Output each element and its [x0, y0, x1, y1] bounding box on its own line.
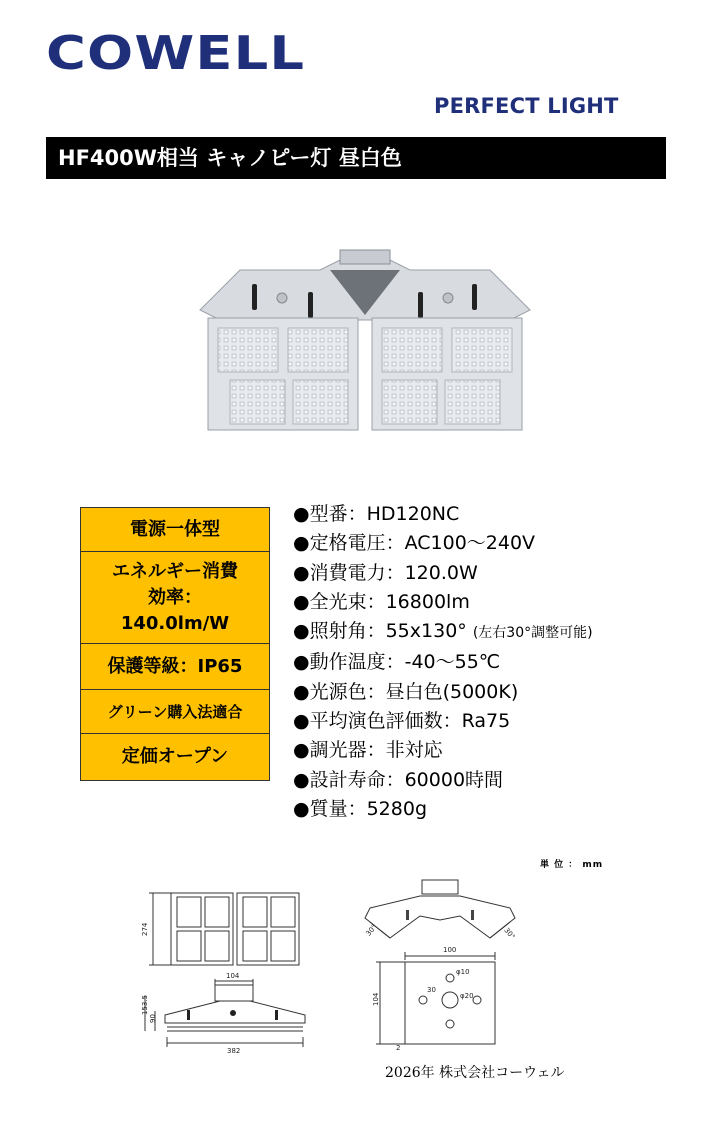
dim-phi20: φ20: [460, 992, 474, 1000]
dim-phi10: φ10: [456, 968, 470, 976]
front-view-drawing: [125, 875, 330, 1055]
spec-item: [293, 707, 713, 736]
dim-30-left: 30°: [364, 922, 379, 938]
feature-box: [80, 507, 270, 781]
spec-item: [293, 678, 713, 707]
spec-text: 照射角：55x130°: [309, 620, 467, 643]
spec-text: 平均演色評価数：Ra75: [309, 710, 511, 733]
spec-list: [293, 500, 713, 824]
feature-green-purchase: グリーン購入法適合: [81, 690, 269, 734]
feature-ip-rating: 保護等級：IP65: [81, 644, 269, 690]
spec-text: 質量：5280g: [309, 797, 428, 820]
feature-efficiency-text: エネルギー消費 効率： 140.0lm/W: [112, 560, 238, 634]
spec-text: 光源色：昼白色(5000K): [309, 680, 519, 703]
product-image: [190, 240, 540, 435]
dim-100: 100: [443, 946, 457, 954]
dim-30-plate: 30: [427, 986, 436, 994]
spec-text: 定格電圧：AC100～240V: [309, 532, 536, 555]
bullet-icon: ●: [293, 797, 310, 820]
spec-item: [293, 617, 713, 648]
bullet-icon: ●: [293, 739, 310, 762]
bullet-icon: ●: [293, 503, 310, 525]
unit-label: 単 位 ： mm: [540, 860, 604, 870]
bullet-icon: ●: [293, 651, 310, 674]
copyright-text: 2026年 株式会社コーウェル: [385, 1065, 565, 1081]
bullet-icon: ●: [293, 680, 310, 703]
spec-item: [293, 766, 713, 795]
bullet-icon: ●: [293, 620, 310, 643]
spec-text: 消費電力：120.0W: [309, 561, 478, 584]
bullet-icon: ●: [293, 710, 310, 733]
bullet-icon: ●: [293, 590, 310, 613]
spec-text: 動作温度：-40～55℃: [309, 651, 501, 674]
spec-item: [293, 559, 713, 588]
feature-price: 定価オープン: [121, 746, 229, 767]
bullet-icon: ●: [293, 768, 310, 791]
dim-2: 2: [396, 1044, 401, 1052]
spec-text: 全光束：16800lm: [309, 590, 470, 613]
bullet-icon: ●: [293, 532, 310, 555]
dim-90: 90: [149, 1014, 157, 1023]
dim-274: 274: [141, 922, 149, 936]
dim-104-top: 104: [226, 972, 240, 980]
spec-text: 調光器：非対応: [309, 739, 443, 762]
spec-item: [293, 736, 713, 765]
dim-30-right: 30°: [502, 926, 517, 942]
bullet-icon: ●: [293, 561, 310, 584]
dim-382: 382: [227, 1047, 241, 1055]
dim-153-5: 153.5: [141, 994, 149, 1015]
feature-power-integrated: 電源一体型: [81, 508, 269, 552]
spec-item: [293, 500, 713, 529]
spec-text: 設計寿命：60000時間: [309, 768, 504, 791]
spec-item: [293, 529, 713, 558]
product-title: HF400W相当 キャノピー灯 昼白色: [46, 137, 666, 179]
side-view-drawing: [360, 870, 530, 1060]
spec-item: [293, 588, 713, 617]
dim-104-side: 104: [372, 992, 380, 1006]
spec-note: (左右30°調整可能): [472, 625, 593, 642]
brand-logo: COWELL: [46, 26, 306, 80]
spec-item: [293, 795, 713, 824]
spec-text: 型番：HD120NC: [309, 503, 460, 525]
spec-item: [293, 648, 713, 677]
feature-efficiency: [81, 552, 269, 644]
brand-tagline: PERFECT LIGHT: [434, 94, 619, 118]
